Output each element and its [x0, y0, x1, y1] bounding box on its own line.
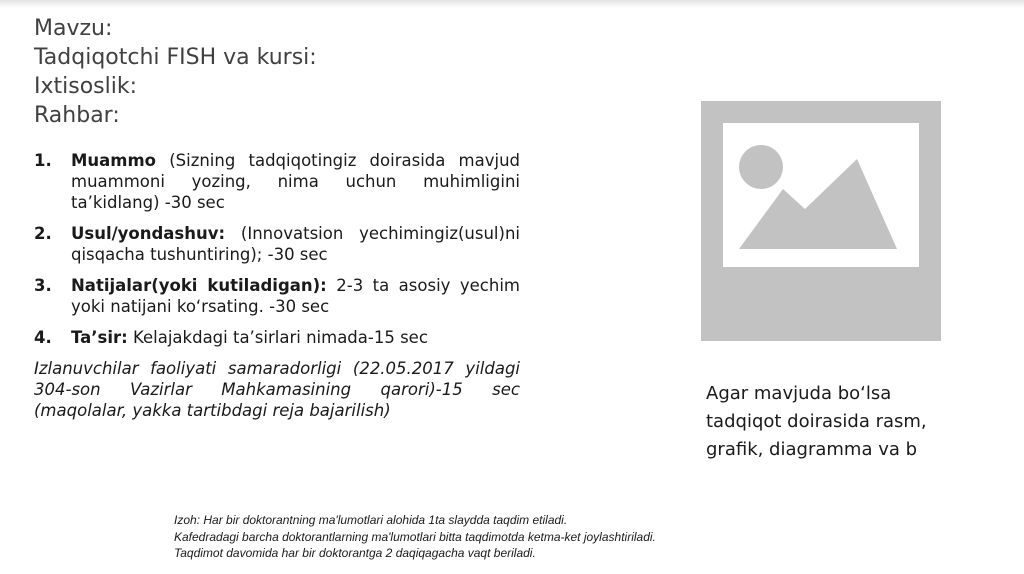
slide-top-border [0, 0, 1024, 8]
title-researcher-line: Tadqiqotchi FISH va kursi: [34, 45, 317, 70]
list-item-text: (Sizning tadqiqotingiz doirasida mavjud muammoni yozing, nima uchun muhimligini ta’kidlang) -30 sec [71, 151, 520, 212]
image-placeholder-icon[interactable] [701, 101, 941, 341]
list-item-method [34, 223, 520, 265]
list-item-heading: Natijalar(yoki kutiladigan): [71, 276, 327, 295]
list-item-text: Kelajakdagi ta’sirlari nimada-15 sec [127, 328, 428, 347]
instructions-list [34, 150, 520, 421]
list-item-number: 3. [34, 276, 52, 295]
title-specialty-line: Ixtisoslik: [34, 74, 138, 99]
list-item-impact [34, 327, 520, 348]
title-supervisor-line: Rahbar: [34, 103, 120, 128]
list-item-text: (Innovatsion yechimingiz(usul)ni qisqacha tushuntiring); -30 sec [71, 224, 520, 264]
list-item-number: 2. [34, 224, 52, 243]
caption-line: tadqiqot doirasida rasm, [706, 411, 927, 432]
slide-title [34, 14, 634, 130]
title-topic-line: Mavzu: [34, 16, 113, 41]
list-item-heading: Ta’sir: [71, 328, 128, 347]
list-item-number: 4. [34, 328, 52, 347]
list-item-results [34, 275, 520, 317]
image-caption [706, 380, 1006, 464]
caption-line: grafik, diagramma va b [706, 439, 918, 460]
footnote-line: Izoh: Har bir doktorantning ma'lumotlari alohida 1ta slaydda taqdim etiladi. [174, 513, 568, 527]
list-item-text: 2-3 ta asosiy yechim yoki natijani ko‘rsating. -30 sec [71, 276, 520, 316]
list-item-heading: Muammo [71, 151, 157, 170]
caption-line: Agar mavjuda bo‘lsa [706, 383, 892, 404]
list-item-problem [34, 150, 520, 213]
list-item-heading: Usul/yondashuv: [71, 224, 226, 243]
footnote [174, 512, 874, 562]
footnote-line: Taqdimot davomida har bir doktorantga 2 daqiqagacha vaqt beriladi. [174, 546, 536, 560]
footnote-line: Kafedradagi barcha doktorantlarning ma'lumotlari bitta taqdimotda ketma-ket joylashtiriladi. [174, 529, 656, 544]
decree-note: Izlanuvchilar faoliyati samaradorligi (22.05.2017 yildagi 304-son Vazirlar Mahkamasining qarori)-15 sec (maqolalar, yakka tartibdagi reja bajarilish) [34, 359, 520, 420]
list-item-number: 1. [34, 151, 52, 170]
